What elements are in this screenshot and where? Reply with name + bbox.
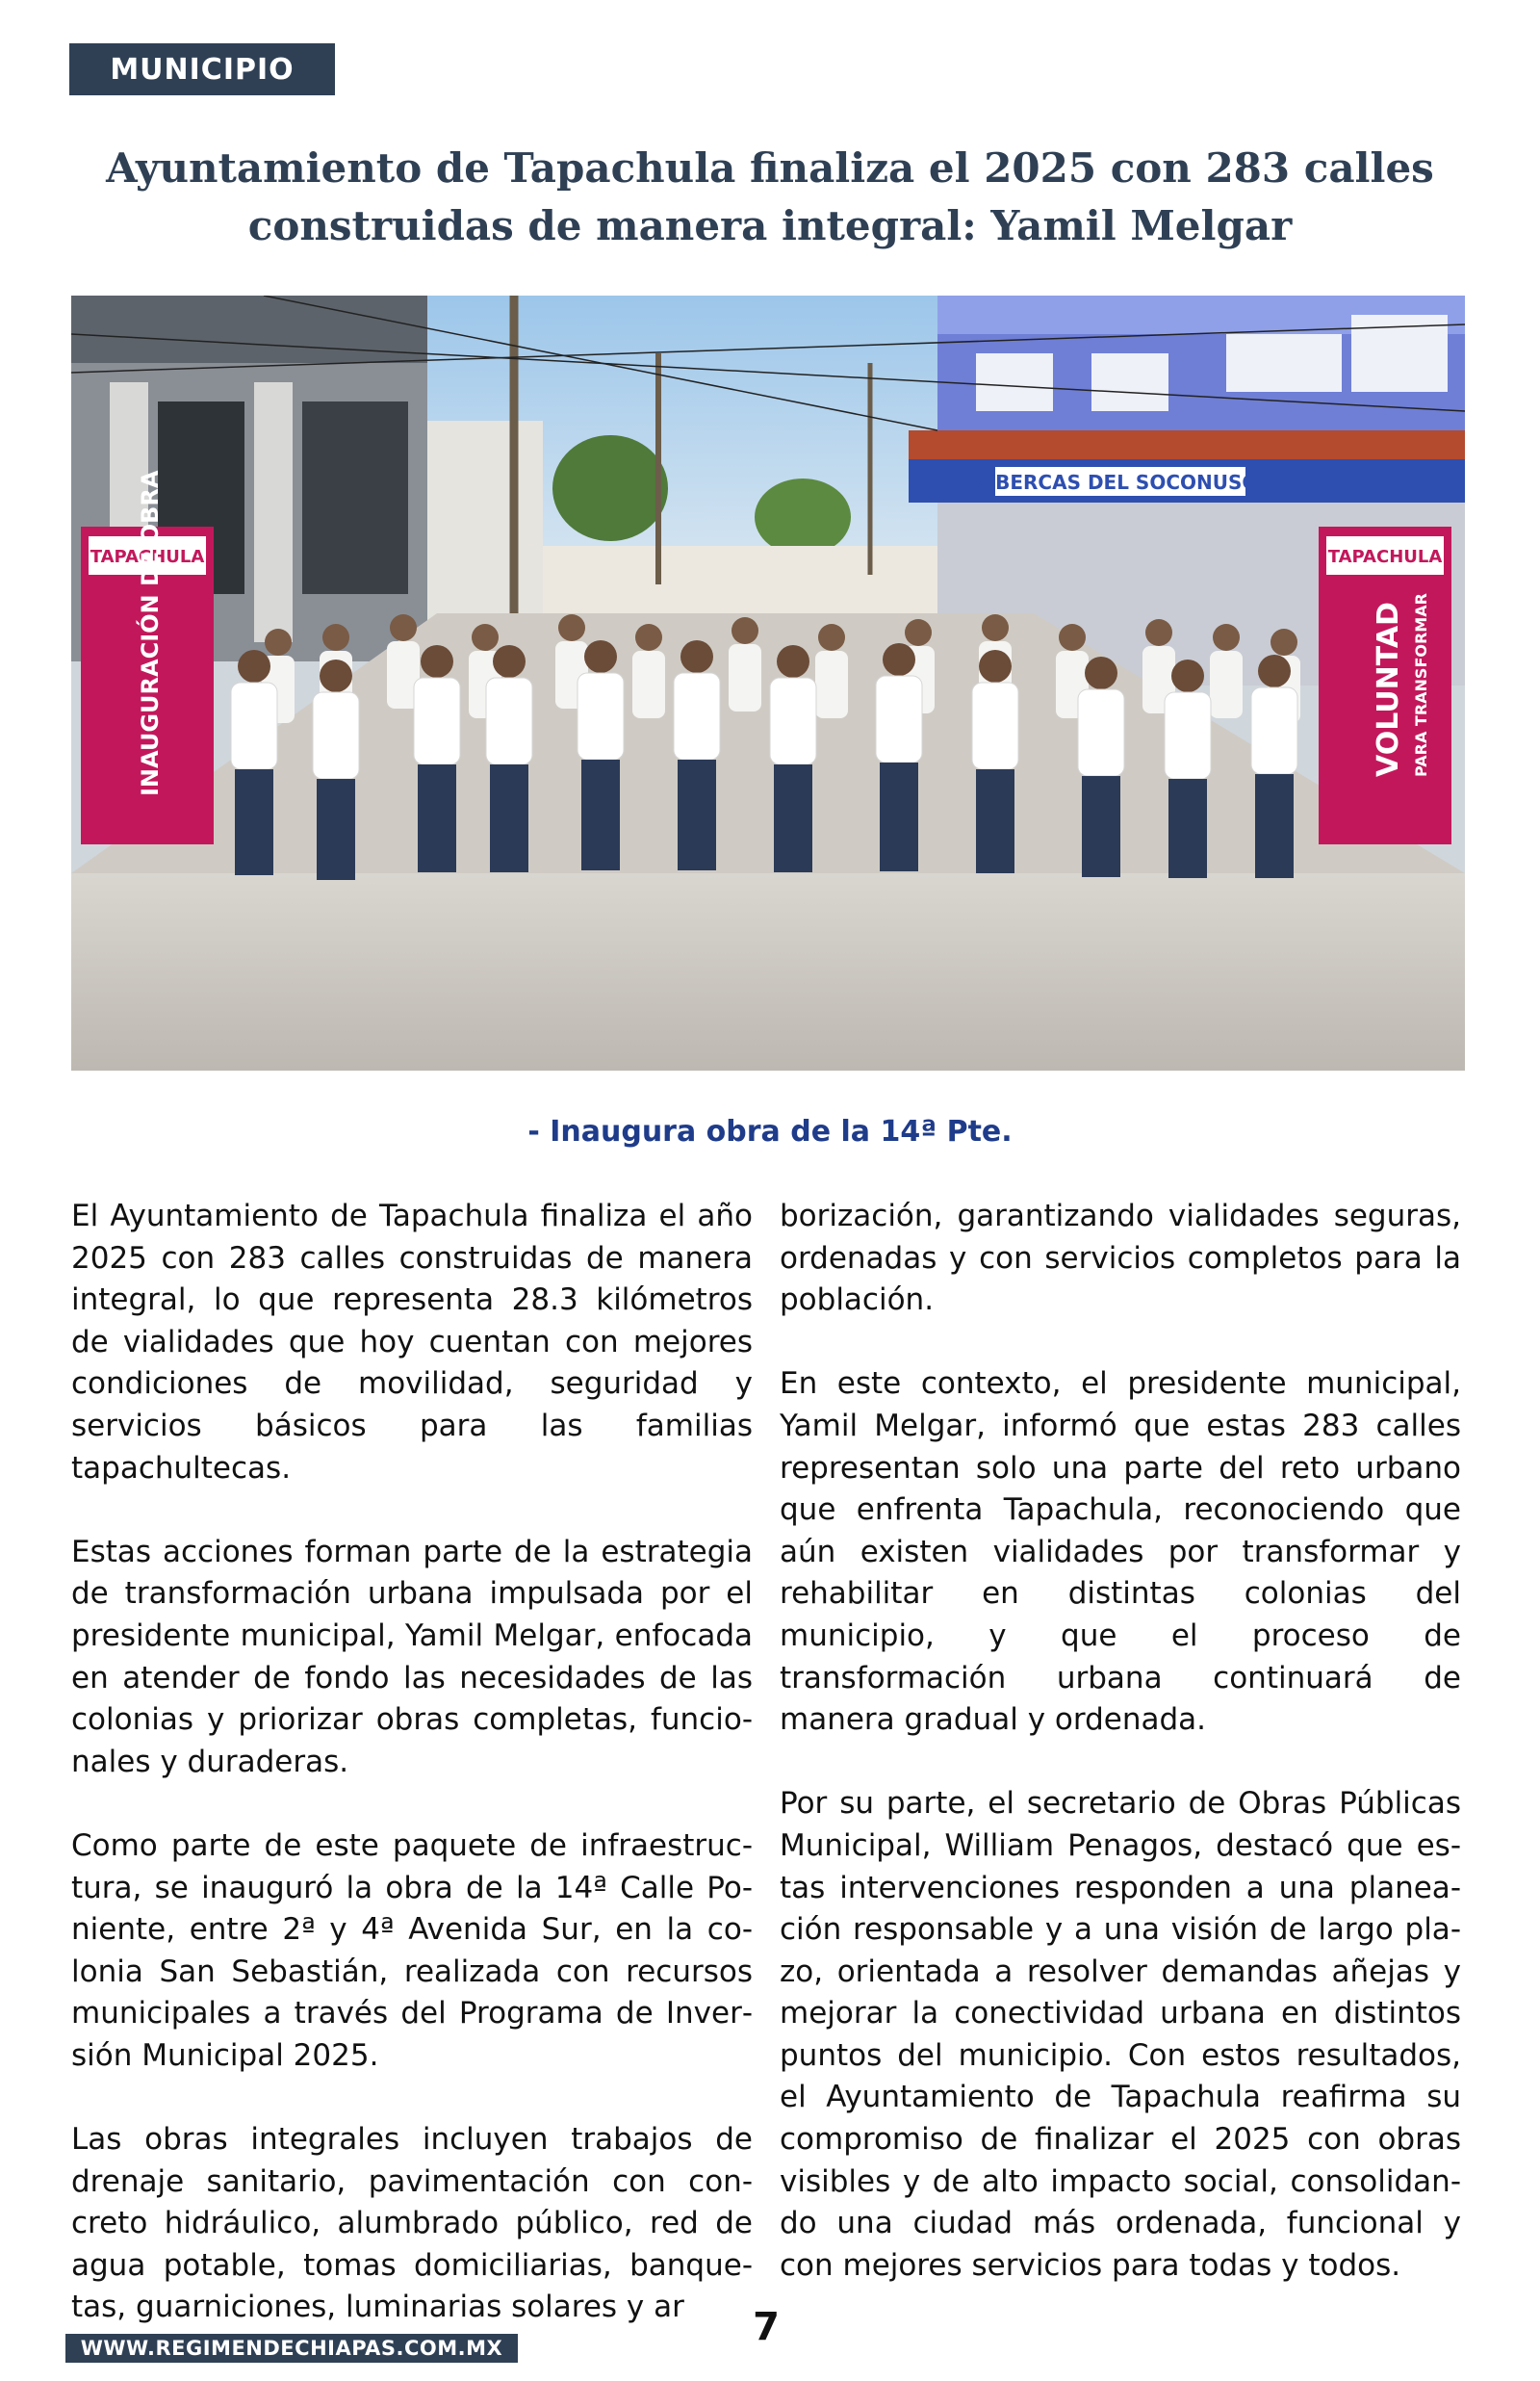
article-paragraph: En este contexto, el presidente municipal, Yamil Melgar, informó que estas 283 calles representan solo una parte del reto urbano que enfrenta Tapachula, reconociendo que aún existen vialidades por transformar y rehabilitar en distintas colonias del municipio, y que el proceso de transformación urbana continuará de manera gradual y ordenada. <box>780 1366 1461 1738</box>
page-number: 7 <box>753 2305 780 2349</box>
article-paragraph: Estas acciones forman parte de la estrategia de transformación urbana impulsada por el presidente municipal, Yamil Melgar, enfocada en atender de fondo las necesidades de las colonias y priorizar obras completas, funcionales y duraderas. <box>71 1534 753 1779</box>
right-banner-subtext: PARA TRANSFORMAR <box>1412 593 1430 777</box>
headline <box>77 140 1463 255</box>
left-banner-text: INAUGURACIÓN DE OBRA <box>137 470 164 796</box>
tree <box>755 479 851 556</box>
article-paragraph: Por su parte, el secretario de Obras Públicas Municipal, William Penagos, destacó que estas intervenciones responden a una planeación responsable y a una visión de largo plazo, orientada a resolver demandas añejas y mejorar la conectividad urbana en distintos puntos del municipio. Con estos resultados, el Ayuntamiento de Tapachula reafirma su compromiso de finalizar el 2025 con obras visibles y de alto impacto social, consolidando una ciudad más ordenada, funcional y con mejores servicios para todas y todos. <box>780 1786 1461 2283</box>
section-tag: MUNICIPIO <box>69 43 335 95</box>
store-sign: ALBERCAS DEL SOCONUSCO <box>967 471 1273 494</box>
right-banner <box>1319 527 1451 844</box>
article-paragraph: El Ayuntamiento de Tapachula finaliza el año 2025 con 283 calles construidas de manera integral, lo que representa 28.3 kilómetros de vialidades que hoy cuentan con mejores condiciones de movilidad, seguridad y servicios básicos para las familias tapachultecas. <box>71 1199 753 1486</box>
road <box>71 873 1465 1071</box>
headline-line-1: Ayuntamiento de Tapachula finaliza el 2025 con 283 calles <box>106 144 1434 192</box>
news-photo <box>71 296 1465 1071</box>
tree <box>552 435 668 541</box>
article-paragraph: Como parte de este paquete de infraestructura, se inauguró la obra de la 14ª Calle Poniente, entre 2ª y 4ª Avenida Sur, en la colonia San Sebastián, realizada con recursos municipales a través del Programa de Inversión Municipal 2025. <box>71 1827 753 2073</box>
photo-caption: - Inaugura obra de la 14ª Pte. <box>527 1115 1013 1149</box>
headline-line-2: construidas de manera integral: Yamil Melgar <box>247 202 1293 249</box>
footer-website[interactable]: WWW.REGIMENDECHIAPAS.COM.MX <box>65 2334 518 2363</box>
article-column-right <box>780 1196 1461 2287</box>
right-banner-brand: TAPACHULA <box>1327 547 1443 567</box>
right-banner-text: VOLUNTAD <box>1372 602 1405 777</box>
article-column-left <box>71 1196 753 2329</box>
article-paragraph: Las obras integrales incluyen trabajos de drenaje sanitario, pavimentación con concreto hidráulico, alumbrado público, red de agua potable, tomas domiciliarias, banquetas, guarniciones, luminarias solares y ar <box>71 2122 753 2325</box>
article-paragraph: borización, garantizando vialidades seguras, ordenadas y con servicios completos para la población. <box>780 1199 1461 1318</box>
left-banner-brand: TAPACHULA <box>90 547 205 567</box>
